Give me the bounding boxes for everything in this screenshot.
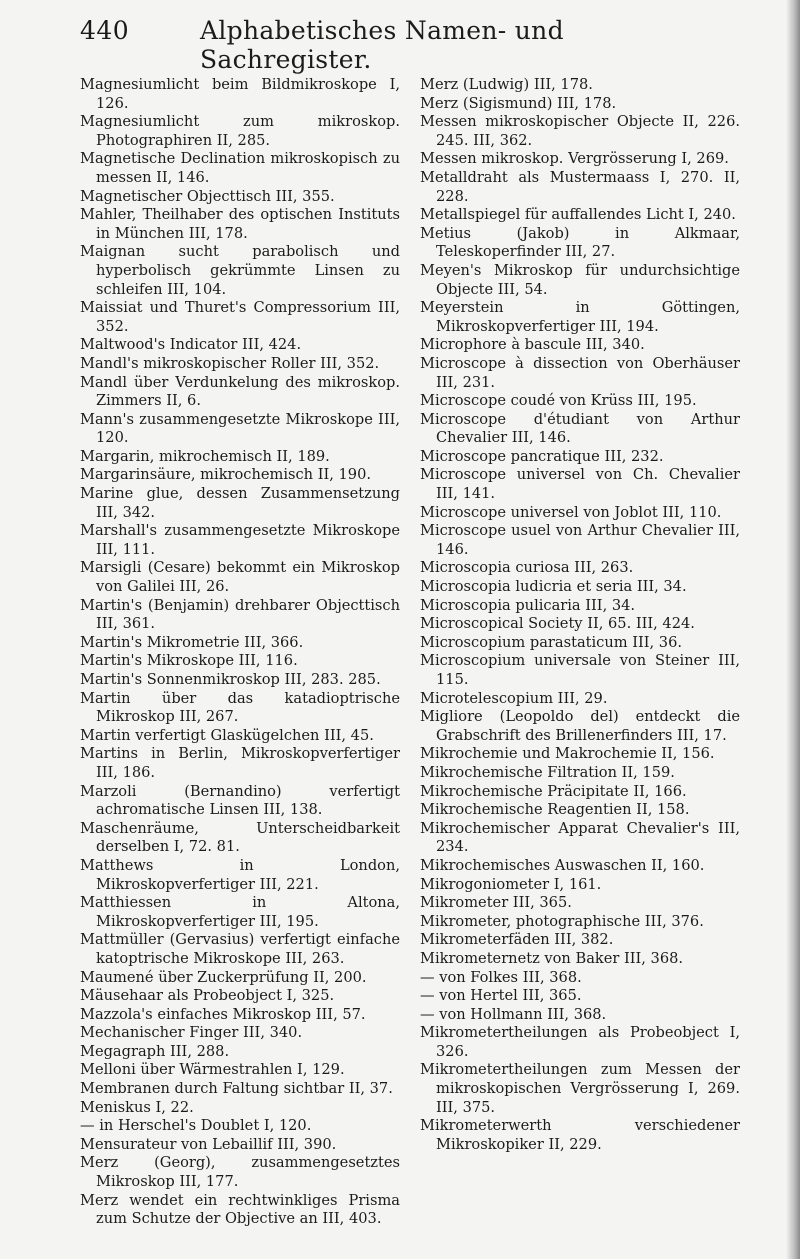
index-entry: Meyen's Mikroskop für undurchsichtige Objecte III, 54. [420, 261, 740, 298]
index-entry: Megagraph III, 288. [80, 1042, 230, 1060]
index-entry: Membranen durch Faltung sichtbar II, 37. [80, 1080, 393, 1098]
index-entry: Microscope coudé von Krüss III, 195. [420, 392, 697, 410]
index-entry: Metius (Jakob) in Alkmaar, Teleskoperfinder III, 27. [420, 224, 740, 261]
index-entry: Microphore à bascule III, 340. [420, 336, 645, 354]
index-entry: Marshall's zusammengesetzte Mikroskope III, 111. [80, 522, 400, 558]
index-entry: Marsigli (Cesare) bekommt ein Mikroskop von Galilei III, 26. [80, 559, 400, 596]
index-entry: Mikrochemische Filtration II, 159. [420, 763, 675, 781]
index-entry: Magnetischer Objecttisch III, 355. [80, 187, 335, 205]
right-column [420, 76, 740, 1229]
index-entry: Magnesiumlicht zum mikroskop. Photographiren II, 285. [80, 113, 400, 149]
index-entry: Mikrometernetz von Baker III, 368. [420, 949, 684, 967]
index-entry: Meyerstein in Göttingen, Mikroskopverfertiger III, 194. [420, 299, 740, 335]
index-entry: Merz wendet ein rechtwinkliges Prisma zum Schutze der Objective an III, 403. [80, 1191, 400, 1228]
index-entry: Magnesiumlicht beim Bildmikroskope I, 126. [80, 76, 400, 112]
index-entry: Mikrometer III, 365. [420, 894, 572, 912]
index-entry: Mattmüller (Gervasius) verfertigt einfache katoptrische Mikroskope III, 263. [80, 931, 400, 967]
index-entry: Maissiat und Thuret's Compressorium III, 352. [80, 299, 400, 335]
index-entry: Metallspiegel für auffallendes Licht I, 240. [420, 206, 736, 224]
left-column [80, 76, 400, 1229]
index-entry: Microscope universel von Ch. Chevalier III, 141. [420, 466, 740, 503]
index-entry: Maignan sucht parabolisch und hyperbolisch gekrümmte Linsen zu schleifen III, 104. [80, 243, 400, 298]
index-entry: Mikrochemisches Auswaschen II, 160. [420, 856, 705, 874]
index-entry: Microscopia curiosa III, 263. [420, 559, 634, 577]
index-entry: Messen mikroskopischer Objecte II, 226. 245. III, 362. [420, 113, 740, 149]
index-entry: Marine glue, dessen Zusammensetzung III, 342. [80, 485, 400, 521]
index-entry: Mikrometertheilungen zum Messen der mikroskopischen Vergrösserung I, 269. III, 375. [420, 1061, 740, 1116]
index-entry: Meniskus I, 22. [80, 1098, 194, 1116]
index-entry: Microscopia ludicria et seria III, 34. [420, 578, 687, 596]
index-entry: Margarin, mikrochemisch II, 189. [80, 447, 330, 465]
index-entry: Mikrometerwerth verschiedener Mikroskopiker II, 229. [420, 1117, 740, 1153]
index-entry: Mikrochemische Präcipitate II, 166. [420, 782, 687, 800]
index-entry: — in Herschel's Doublet I, 120. [80, 1117, 312, 1135]
index-entry: Microscopical Society II, 65. III, 424. [420, 615, 695, 633]
index-entry: Mikrochemie und Makrochemie II, 156. [420, 745, 715, 763]
index-entry: Mikrogoniometer I, 161. [420, 875, 602, 893]
index-entry: Mann's zusammengesetzte Mikroskope III, 120. [80, 410, 400, 447]
index-columns [80, 76, 740, 1229]
index-entry: Mikrochemische Reagentien II, 158. [420, 801, 690, 819]
index-entry: Martin's (Benjamin) drehbarer Objecttisch III, 361. [80, 596, 400, 633]
index-entry: Martins in Berlin, Mikroskopverfertiger III, 186. [80, 745, 400, 781]
page-edge-shadow [786, 0, 800, 1259]
index-entry: Merz (Ludwig) III, 178. [420, 76, 593, 93]
index-entry: Melloni über Wärmestrahlen I, 129. [80, 1061, 345, 1079]
index-entry: Martin's Mikrometrie III, 366. [80, 633, 304, 651]
index-entry: Metalldraht als Mustermaass I, 270. II, 228. [420, 168, 740, 205]
index-entry: Martin's Sonnenmikroskop III, 283. 285. [80, 671, 381, 688]
index-entry: Matthiessen in Altona, Mikroskopverfertiger III, 195. [80, 894, 400, 930]
index-entry: Mäusehaar als Probeobject I, 325. [80, 987, 335, 1005]
index-entry: Magnetische Declination mikroskopisch zu messen II, 146. [80, 150, 400, 186]
index-entry: Mensurateur von Lebaillif III, 390. [80, 1135, 337, 1153]
index-entry: Merz (Georg), zusammengesetztes Mikroskop III, 177. [80, 1154, 400, 1191]
running-title: Alphabetisches Namen- und Sachregister. [200, 16, 564, 74]
index-entry: Mandl's mikroskopischer Roller III, 352. [80, 354, 380, 372]
page-number: 440 [80, 16, 130, 45]
index-entry: Marzoli (Bernandino) verfertigt achromatische Linsen III, 138. [80, 782, 400, 819]
index-entry: Microscopium parastaticum III, 36. [420, 633, 683, 651]
index-entry: Margarinsäure, mikrochemisch II, 190. [80, 466, 372, 484]
index-entry: — von Hertel III, 365. [420, 987, 582, 1005]
index-entry: Microtelescopium III, 29. [420, 689, 608, 707]
index-entry: Mahler, Theilhaber des optischen Instituts in München III, 178. [80, 206, 400, 242]
index-entry: Maltwood's Indicator III, 424. [80, 336, 302, 354]
index-entry: Maschenräume, Unterscheidbarkeit derselben I, 72. 81. [80, 819, 400, 856]
index-entry: Mechanischer Finger III, 340. [80, 1024, 303, 1042]
index-entry: Mikrometer, photographische III, 376. [420, 912, 704, 930]
index-entry: Merz (Sigismund) III, 178. [420, 94, 617, 112]
index-entry: — von Hollmann III, 368. [420, 1005, 607, 1023]
index-entry: Microscope usuel von Arthur Chevalier III, 146. [420, 522, 740, 558]
index-entry: Microscopia pulicaria III, 34. [420, 596, 636, 614]
index-entry: Migliore (Leopoldo del) entdeckt die Grabschrift des Brillenerfinders III, 17. [420, 708, 740, 744]
index-entry: Matthews in London, Mikroskopverfertiger III, 221. [80, 856, 400, 893]
index-entry: Mikrometerfäden III, 382. [420, 931, 614, 949]
index-entry: Microscope pancratique III, 232. [420, 447, 664, 465]
index-entry: Mikrometertheilungen als Probeobject I, 326. [420, 1024, 740, 1060]
index-entry: Mazzola's einfaches Mikroskop III, 57. [80, 1005, 366, 1023]
index-entry: Martin verfertigt Glaskügelchen III, 45. [80, 726, 374, 744]
index-entry: Messen mikroskop. Vergrösserung I, 269. [420, 150, 729, 168]
index-entry: Microscopium universale von Steiner III, 115. [420, 652, 740, 688]
index-entry: Maumené über Zuckerprüfung II, 200. [80, 968, 367, 986]
index-entry: Microscope universel von Joblot III, 110. [420, 503, 722, 521]
index-entry: Mikrochemischer Apparat Chevalier's III, 234. [420, 819, 740, 856]
index-entry: Microscope à dissection von Oberhäuser III, 231. [420, 354, 740, 391]
index-entry: — von Folkes III, 368. [420, 968, 582, 986]
page-header [80, 16, 730, 74]
index-entry: Martin's Mikroskope III, 116. [80, 652, 298, 670]
index-entry: Martin über das katadioptrische Mikroskop III, 267. [80, 689, 400, 726]
index-entry: Microscope d'étudiant von Arthur Chevalier III, 146. [420, 410, 740, 447]
index-entry: Mandl über Verdunkelung des mikroskop. Zimmers II, 6. [80, 373, 400, 410]
